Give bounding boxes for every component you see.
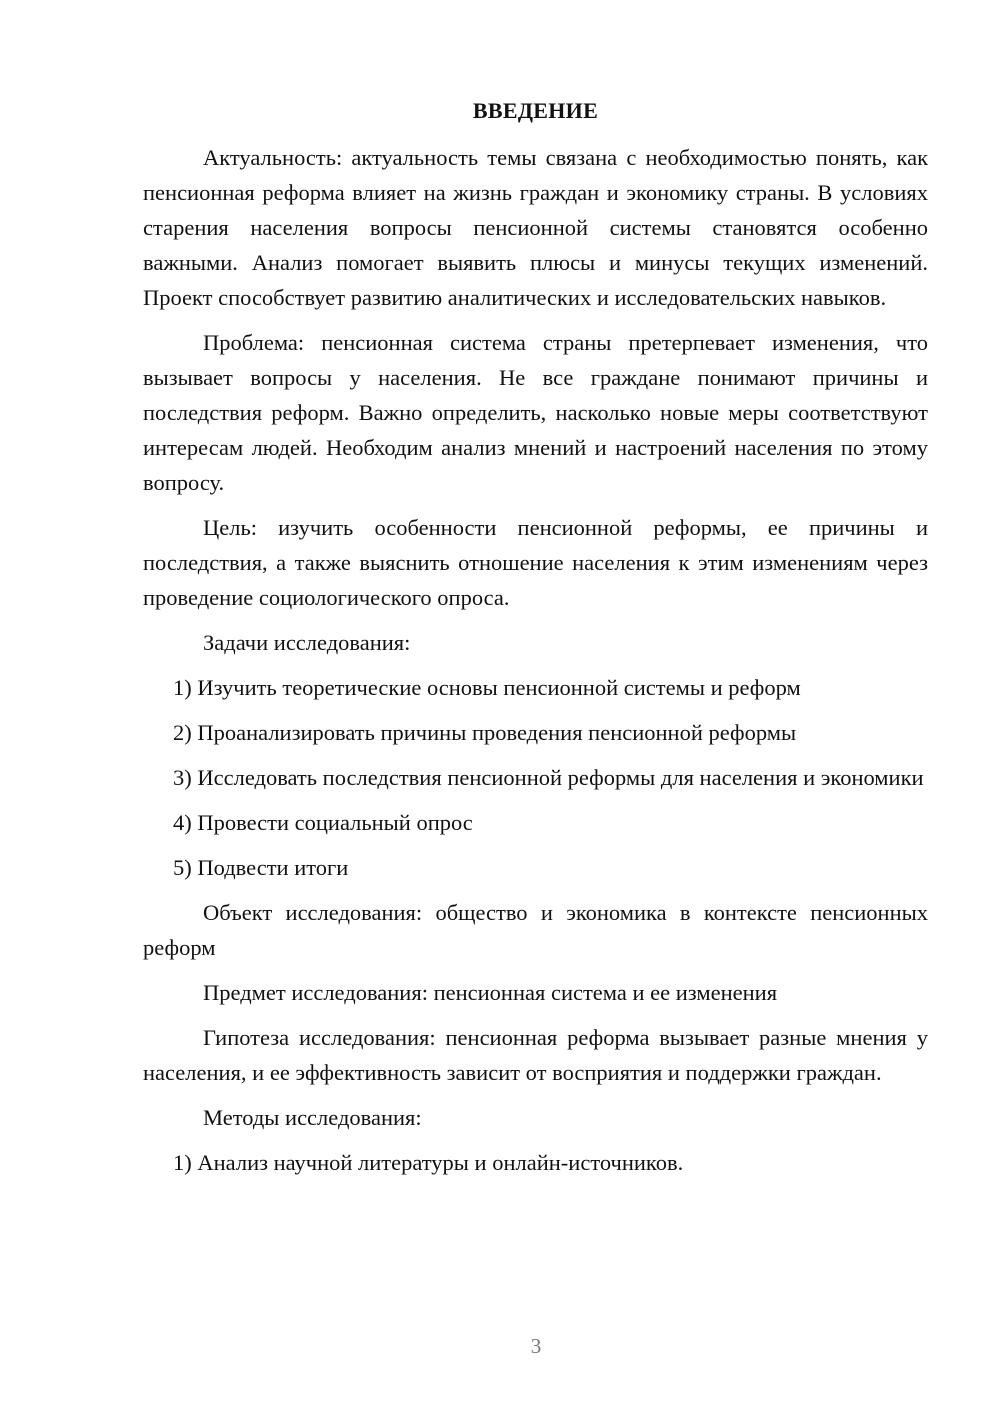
task-item-4: 4) Провести социальный опрос: [173, 810, 473, 835]
page-content: [143, 96, 928, 1180]
page-number: 3: [530, 1334, 542, 1358]
task-item-2: 2) Проанализировать причины проведения пенсионной реформы: [173, 720, 797, 745]
task-item-5: 5) Подвести итоги: [173, 855, 349, 880]
methods-heading: Методы исследования:: [203, 1105, 422, 1130]
task-item-1: 1) Изучить теоретические основы пенсионной системы и реформ: [173, 675, 801, 700]
hypothesis-paragraph: Гипотеза исследования: пенсионная реформа вызывает разные мнения у населения, и ее эффективность зависит от восприятия и поддержки граждан.: [143, 1025, 928, 1085]
relevance-paragraph: Актуальность: актуальность темы связана с необходимостью понять, как пенсионная реформа влияет на жизнь граждан и экономику страны. В условиях старения населения вопросы пенсионной системы становятся особенно важными. Анализ помогает выявить плюсы и минусы текущих изменений. Проект способствует развитию аналитических и исследовательских навыков.: [143, 145, 928, 310]
tasks-heading: Задачи исследования:: [203, 630, 411, 655]
task-item-3: 3) Исследовать последствия пенсионной реформы для населения и экономики: [173, 765, 924, 790]
problem-paragraph: Проблема: пенсионная система страны претерпевает изменения, что вызывает вопросы у населения. Не все граждане понимают причины и последствия реформ. Важно определить, насколько новые меры соответствуют интересам людей. Необходим анализ мнений и настроений населения по этому вопросу.: [143, 330, 928, 495]
subject-paragraph: Предмет исследования: пенсионная система и ее изменения: [203, 980, 778, 1005]
method-item-1: 1) Анализ научной литературы и онлайн-источников.: [173, 1150, 684, 1175]
object-paragraph: Объект исследования: общество и экономика в контексте пенсионных реформ: [143, 900, 928, 960]
goal-paragraph: Цель: изучить особенности пенсионной реформы, ее причины и последствия, а также выяснить отношение населения к этим изменениям через проведение социологического опроса.: [143, 515, 928, 610]
section-title: ВВЕДЕНИЕ: [472, 98, 599, 123]
